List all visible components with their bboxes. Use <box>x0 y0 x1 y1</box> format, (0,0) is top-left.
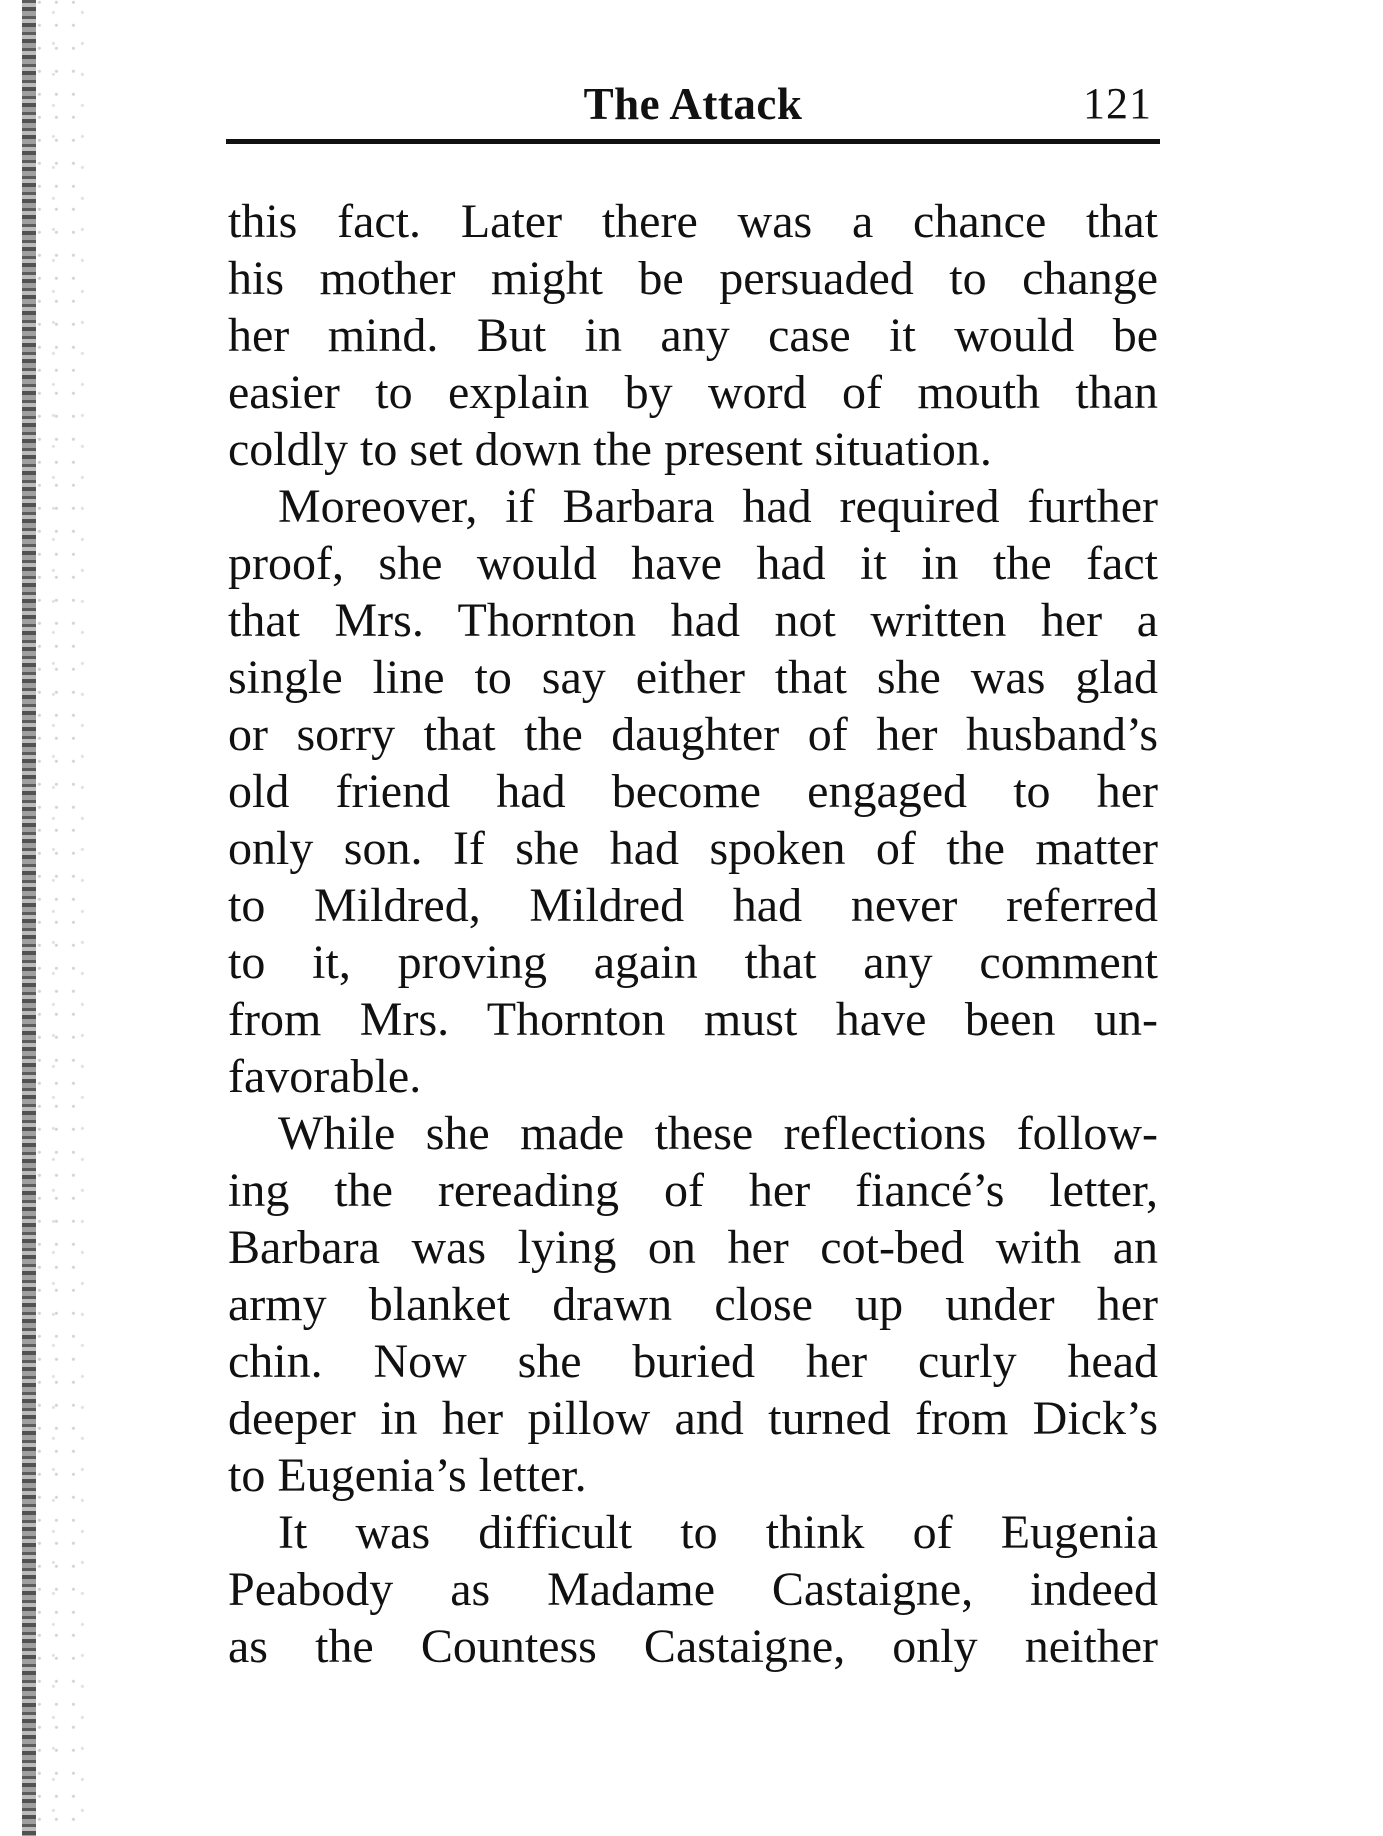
text-line: old friend had become engaged to her <box>228 765 1158 818</box>
text-line: proof, she would have had it in the fact <box>228 537 1158 590</box>
text-line: army blanket drawn close up under her <box>228 1278 1158 1331</box>
text-line: While she made these reflections follow- <box>278 1107 1158 1160</box>
text-line: from Mrs. Thornton must have been un- <box>228 993 1158 1046</box>
text-line: Peabody as Madame Castaigne, indeed <box>228 1563 1158 1616</box>
text-line: to it, proving again that any comment <box>228 936 1158 989</box>
text-line: his mother might be persuaded to change <box>228 252 1158 305</box>
scan-speckle <box>36 0 86 1836</box>
text-line: It was difficult to think of Eugenia <box>278 1506 1158 1559</box>
body-text <box>228 193 1158 1675</box>
running-title: The Attack <box>583 79 803 129</box>
text-line: ing the rereading of her fiancé’s letter, <box>228 1164 1158 1217</box>
page-number: 121 <box>1083 79 1152 128</box>
text-line: only son. If she had spoken of the matter <box>228 822 1158 875</box>
text-line: to Eugenia’s letter. <box>228 1449 587 1502</box>
text-line: coldly to set down the present situation. <box>228 423 992 476</box>
text-line: Barbara was lying on her cot-bed with an <box>228 1221 1158 1274</box>
text-line: deeper in her pillow and turned from Dick’s <box>228 1392 1158 1445</box>
text-line: easier to explain by word of mouth than <box>228 366 1158 419</box>
binding-edge <box>22 0 36 1836</box>
text-line: chin. Now she buried her curly head <box>228 1335 1158 1388</box>
text-line: Moreover, if Barbara had required further <box>278 480 1158 533</box>
text-line: single line to say either that she was glad <box>228 651 1158 704</box>
text-line: to Mildred, Mildred had never referred <box>228 879 1158 932</box>
text-line: this fact. Later there was a chance that <box>228 195 1158 248</box>
text-line: as the Countess Castaigne, only neither <box>228 1620 1158 1673</box>
header-rule <box>226 139 1160 144</box>
page-header <box>228 76 1158 132</box>
text-line: or sorry that the daughter of her husband’s <box>228 708 1158 761</box>
text-line: that Mrs. Thornton had not written her a <box>228 594 1158 647</box>
text-line: favorable. <box>228 1050 422 1103</box>
text-line: her mind. But in any case it would be <box>228 309 1158 362</box>
